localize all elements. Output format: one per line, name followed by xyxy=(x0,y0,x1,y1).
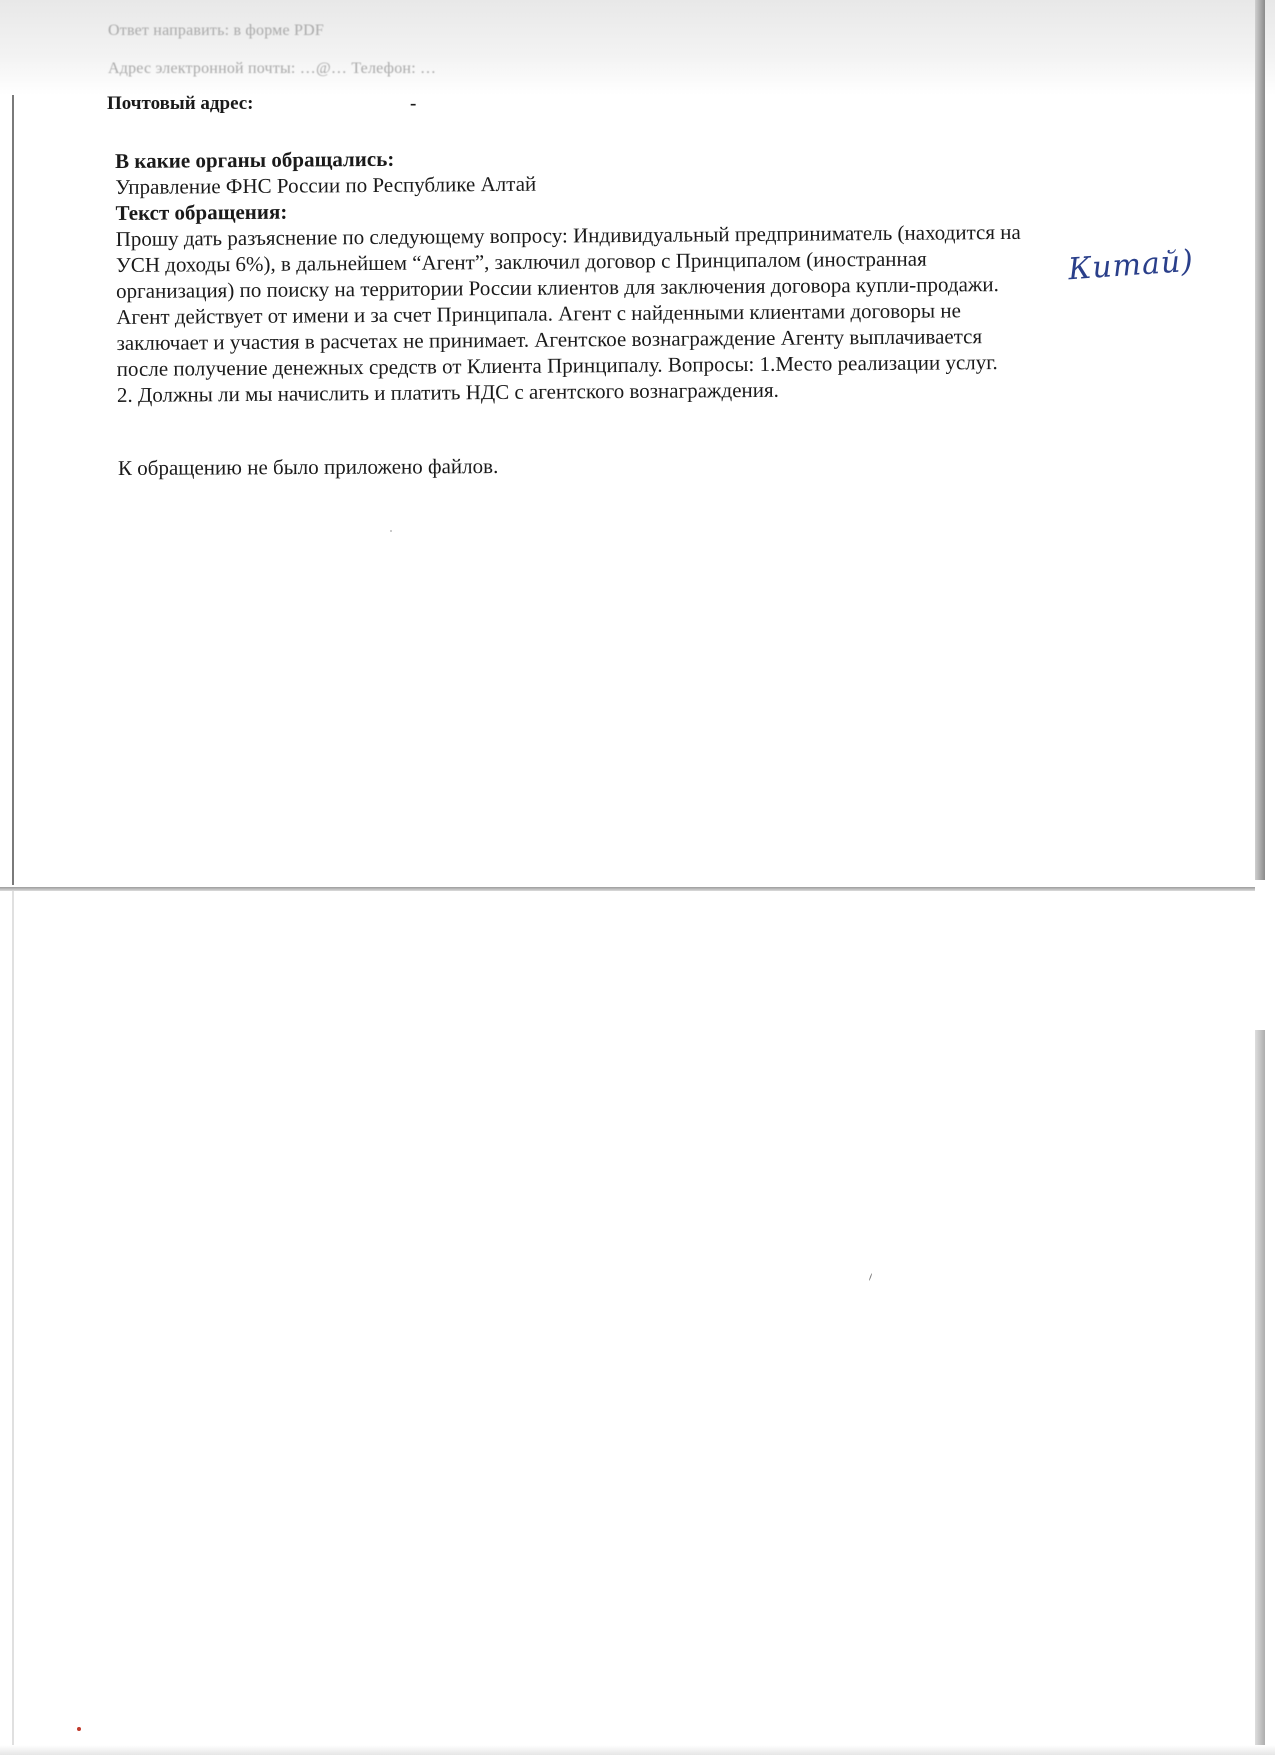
page-fold-line xyxy=(0,887,1255,891)
scan-right-edge-lower xyxy=(1255,1030,1265,1755)
scan-top-shadow xyxy=(0,0,1275,95)
postal-address-label: Почтовый адрес: xyxy=(107,93,254,114)
scan-dot xyxy=(390,530,392,532)
authorities-heading: В какие органы обращались: xyxy=(115,146,395,173)
scan-bottom-edge xyxy=(0,1745,1275,1755)
scan-speck xyxy=(77,1727,81,1731)
postal-address-value: - xyxy=(410,93,417,114)
request-line: 2. Должны ли мы начислить и платить НДС с агентского вознаграждения. xyxy=(116,377,779,407)
lower-sheet-edge xyxy=(12,891,14,1755)
request-line: Прошу дать разъяснение по следующему вопросу: Индивидуальный предприниматель (находится на xyxy=(115,219,1021,251)
request-line: заключает и участия в расчетах не принимает. Агентское вознаграждение Агенту выплачивается xyxy=(116,324,983,355)
request-line: после получение денежных средств от Клиента Принципалу. Вопросы: 1.Место реализации услуг. xyxy=(116,350,998,381)
handwritten-note: Китай) xyxy=(1066,243,1195,288)
request-line: Агент действует от имени и за счет Принципала. Агент с найденными клиентами договоры не xyxy=(116,298,961,329)
authorities-value: Управление ФНС России по Республике Алтай xyxy=(115,171,537,199)
request-line: организация) по поиску на территории России клиентов для заключения договора купли-продажи. xyxy=(116,272,999,303)
faded-header-line-1: Ответ направить: в форме PDF xyxy=(108,22,324,39)
scan-right-edge xyxy=(1255,0,1265,880)
authorities-block xyxy=(115,140,1157,408)
scan-left-edge xyxy=(12,95,14,885)
scan-mark xyxy=(869,1273,873,1281)
request-heading: Текст обращения: xyxy=(115,199,288,225)
attachments-note: К обращению не было приложено файлов. xyxy=(117,454,499,480)
faded-header-line-2: Адрес электронной почты: …@… Телефон: … xyxy=(108,60,437,77)
request-line: УСН доходы 6%), в дальнейшем “Агент”, заключил договор с Принципалом (иностранная xyxy=(115,246,927,277)
